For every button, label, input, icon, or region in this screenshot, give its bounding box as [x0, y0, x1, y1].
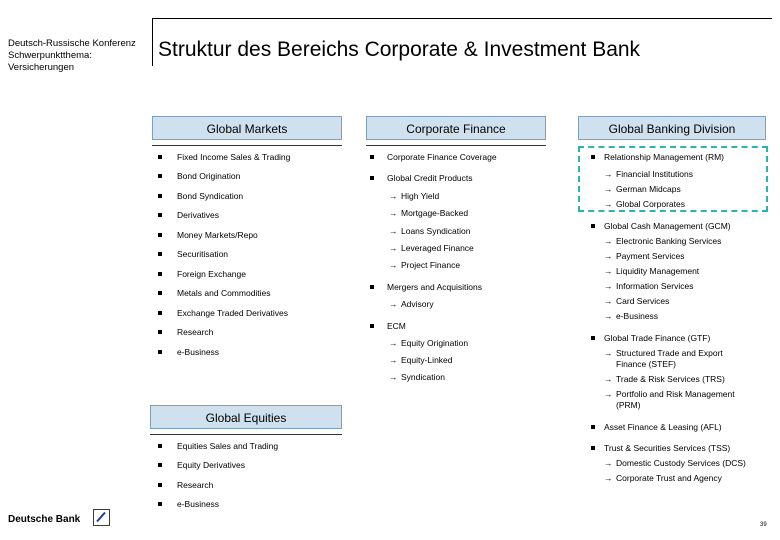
- sub-item-continuation: Finance (STEF): [616, 359, 676, 369]
- sub-item: Loans Syndication: [401, 226, 471, 236]
- global-markets-header: Global Markets: [152, 116, 342, 140]
- list-item: Bond Origination: [177, 171, 241, 181]
- bullet-icon: [591, 155, 595, 159]
- list-item: e-Business: [177, 347, 220, 357]
- bullet-icon: [158, 311, 162, 315]
- arrow-right-icon: →: [604, 251, 613, 261]
- bullet-icon: [158, 174, 162, 178]
- list-item: Equities Sales and Trading: [177, 441, 279, 451]
- list-item: Global Credit Products: [387, 173, 473, 183]
- bullet-icon: [158, 444, 162, 448]
- global-equities-divider: [150, 434, 342, 435]
- bullet-icon: [158, 252, 162, 256]
- page-title: Struktur des Bereichs Corporate & Investment Bank: [158, 38, 641, 61]
- arrow-right-icon: →: [604, 199, 613, 209]
- bullet-icon: [158, 463, 162, 467]
- sub-item: Equity-Linked: [401, 355, 453, 365]
- sub-item: Portfolio and Risk Management: [616, 389, 735, 399]
- list-item: Global Trade Finance (GTF): [604, 333, 711, 343]
- list-item: Exchange Traded Derivatives: [177, 308, 289, 318]
- list-item: Relationship Management (RM): [604, 152, 724, 162]
- arrow-right-icon: →: [604, 311, 613, 321]
- list-item: Asset Finance & Leasing (AFL): [604, 422, 722, 432]
- list-item: Research: [177, 327, 214, 337]
- sub-item: Advisory: [401, 299, 434, 309]
- sub-item: Financial Institutions: [616, 169, 694, 179]
- bullet-icon: [158, 330, 162, 334]
- list-item: Foreign Exchange: [177, 269, 246, 279]
- sub-item: High Yield: [401, 191, 440, 201]
- bullet-icon: [591, 224, 595, 228]
- list-item: Derivatives: [177, 210, 220, 220]
- list-item: Trust & Securities Services (TSS): [604, 443, 731, 453]
- arrow-right-icon: →: [604, 236, 613, 246]
- bullet-icon: [591, 336, 595, 340]
- sub-item: Project Finance: [401, 260, 461, 270]
- sub-item: Payment Services: [616, 251, 685, 261]
- list-item: Research: [177, 480, 214, 490]
- global-markets-divider: [152, 145, 342, 146]
- corporate-finance-divider: [366, 145, 546, 146]
- arrow-right-icon: →: [604, 458, 613, 468]
- corporate-finance-header: Corporate Finance: [366, 116, 546, 140]
- sub-item: Syndication: [401, 372, 445, 382]
- global-equities-header: Global Equities: [150, 405, 342, 429]
- arrow-right-icon: →: [389, 372, 398, 382]
- list-item: ECM: [387, 321, 406, 331]
- arrow-right-icon: →: [389, 243, 398, 253]
- sub-item-continuation: (PRM): [616, 400, 641, 410]
- bullet-icon: [370, 155, 374, 159]
- logo-text: Deutsche Bank: [8, 514, 81, 525]
- bullet-icon: [158, 291, 162, 295]
- sub-item: Global Corporates: [616, 199, 685, 209]
- conference-label: [8, 38, 153, 74]
- list-item: Equity Derivatives: [177, 460, 246, 470]
- bullet-icon: [158, 194, 162, 198]
- list-item: Fixed Income Sales & Trading: [177, 152, 291, 162]
- arrow-right-icon: →: [604, 169, 613, 179]
- bullet-icon: [158, 233, 162, 237]
- header-vertical-rule: [152, 18, 153, 66]
- bullet-icon: [591, 425, 595, 429]
- bullet-icon: [158, 350, 162, 354]
- list-item: Corporate Finance Coverage: [387, 152, 497, 162]
- arrow-right-icon: →: [604, 473, 613, 483]
- bullet-icon: [158, 213, 162, 217]
- list-item: Securitisation: [177, 249, 229, 259]
- arrow-right-icon: →: [604, 184, 613, 194]
- arrow-right-icon: →: [389, 355, 398, 365]
- bullet-icon: [591, 446, 595, 450]
- sub-item: Liquidity Management: [616, 266, 700, 276]
- sub-item: German Midcaps: [616, 184, 681, 194]
- bullet-icon: [158, 502, 162, 506]
- bullet-icon: [158, 483, 162, 487]
- bullet-icon: [370, 324, 374, 328]
- arrow-right-icon: →: [389, 260, 398, 270]
- arrow-right-icon: →: [389, 299, 398, 309]
- list-item: Money Markets/Repo: [177, 230, 258, 240]
- header-horizontal-rule: [152, 18, 772, 19]
- page-number: 39: [760, 522, 767, 528]
- conference-line: Deutsch-Russische Konferenz: [8, 38, 136, 49]
- arrow-right-icon: →: [604, 266, 613, 276]
- arrow-right-icon: →: [389, 226, 398, 236]
- list-item: e-Business: [177, 499, 220, 509]
- sub-item: Mortgage-Backed: [401, 208, 469, 218]
- conference-line: Versicherungen: [8, 62, 75, 73]
- arrow-right-icon: →: [389, 191, 398, 201]
- sub-item: Domestic Custody Services (DCS): [616, 458, 746, 468]
- bullet-icon: [370, 285, 374, 289]
- list-item: Bond Syndication: [177, 191, 244, 201]
- global-banking-header: Global Banking Division: [578, 116, 766, 140]
- sub-item: Leveraged Finance: [401, 243, 474, 253]
- arrow-right-icon: →: [604, 281, 613, 291]
- sub-item: Electronic Banking Services: [616, 236, 722, 246]
- bullet-icon: [370, 176, 374, 180]
- list-item: Mergers and Acquisitions: [387, 282, 482, 292]
- sub-item: Trade & Risk Services (TRS): [616, 374, 725, 384]
- sub-item: Equity Origination: [401, 338, 469, 348]
- arrow-right-icon: →: [604, 374, 613, 384]
- list-item: Global Cash Management (GCM): [604, 221, 731, 231]
- bullet-icon: [158, 272, 162, 276]
- arrow-right-icon: →: [389, 338, 398, 348]
- sub-item: Information Services: [616, 281, 694, 291]
- bullet-icon: [158, 155, 162, 159]
- list-item: Metals and Commodities: [177, 288, 271, 298]
- sub-item: e-Business: [616, 311, 659, 321]
- arrow-right-icon: →: [604, 348, 613, 358]
- arrow-right-icon: →: [604, 296, 613, 306]
- arrow-right-icon: →: [604, 389, 613, 399]
- sub-item: Structured Trade and Export: [616, 348, 723, 358]
- arrow-right-icon: →: [389, 208, 398, 218]
- sub-item: Card Services: [616, 296, 670, 306]
- conference-line: Schwerpunktthema:: [8, 50, 92, 61]
- sub-item: Corporate Trust and Agency: [616, 473, 722, 483]
- deutsche-bank-logo-icon: [93, 509, 110, 526]
